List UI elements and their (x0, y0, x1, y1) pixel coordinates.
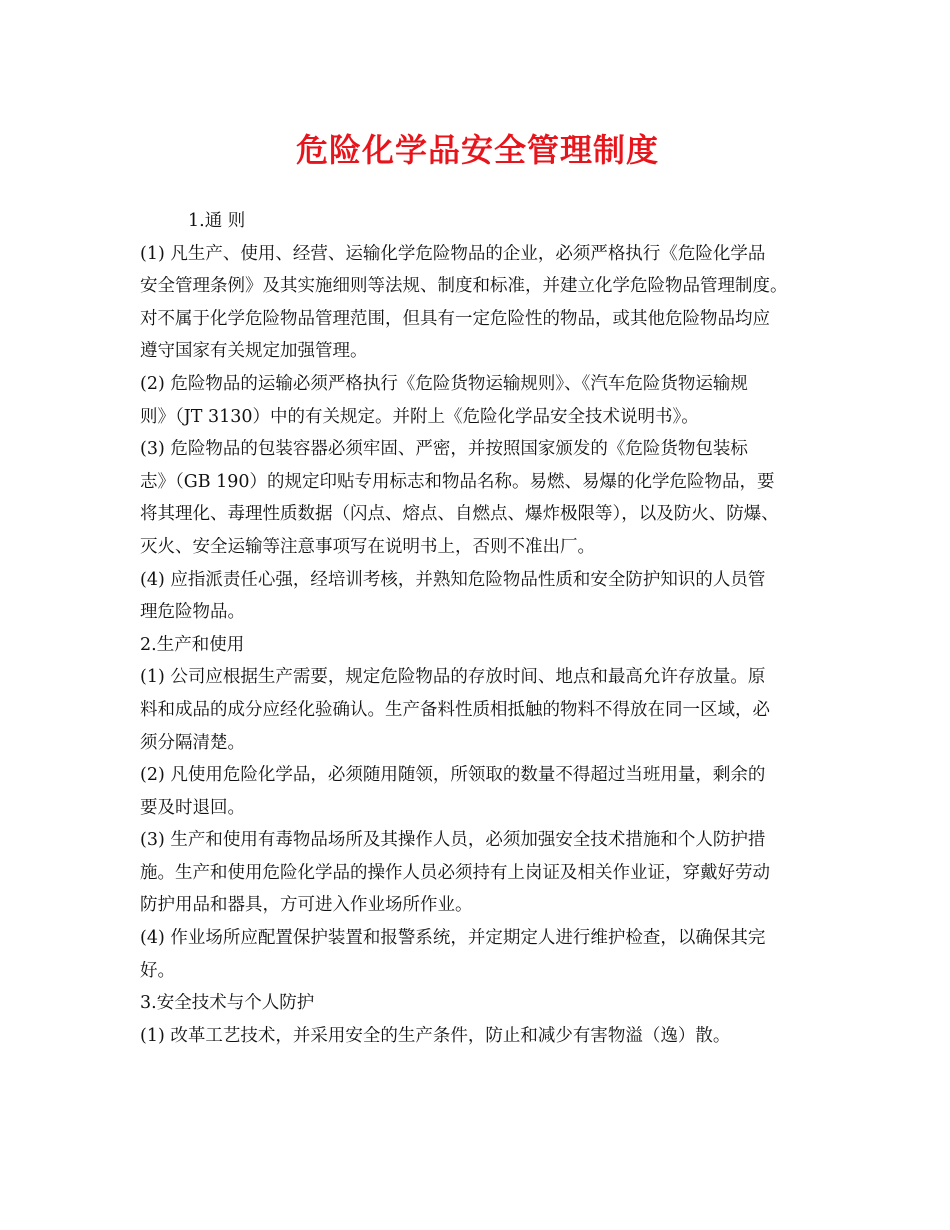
text-line: (4) 应指派责任心强，经培训考核，并熟知危险物品性质和安全防护知识的人员管 (140, 569, 766, 590)
document-body (140, 205, 815, 1052)
text-line: (3) 危险物品的包装容器必须牢固、严密，并按照国家颁发的《危险货物包装标 (140, 439, 748, 460)
text-line: (3) 生产和使用有毒物品场所及其操作人员，必须加强安全技术措施和个人防护措 (140, 830, 766, 851)
text-line: 则》（JT 3130）中的有关规定。并附上《危险化学品安全技术说明书》。 (140, 406, 699, 427)
document-title: 危险化学品安全管理制度 (295, 131, 659, 169)
text-line: 志》（GB 190）的规定印贴专用标志和物品名称。易燃、易爆的化学危险物品，要 (140, 471, 775, 492)
text-line: 好。 (140, 960, 175, 981)
text-line: (1) 改革工艺技术，并采用安全的生产条件，防止和减少有害物溢（逸）散。 (140, 1025, 731, 1046)
text-line: 要及时退回。 (140, 797, 245, 818)
text-line: 料和成品的成分应经化验确认。生产备料性质相抵触的物料不得放在同一区域，必 (140, 699, 770, 720)
text-line: (2) 危险物品的运输必须严格执行《危险货物运输规则》、《汽车危险货物运输规 (140, 373, 748, 394)
text-line: 防护用品和器具，方可进入作业场所作业。 (140, 895, 473, 916)
text-line: 灭火、安全运输等注意事项写在说明书上，否则不准出厂。 (140, 536, 595, 557)
text-line: 将其理化、毒理性质数据（闪点、熔点、自燃点、爆炸极限等），以及防火、防爆、 (140, 504, 779, 525)
text-line: 对不属于化学危险物品管理范围，但具有一定危险性的物品，或其他危险物品均应 (140, 308, 770, 329)
text-line: 安全管理条例》及其实施细则等法规、制度和标准，并建立化学危险物品管理制度。 (140, 276, 788, 297)
section-heading-production: 2.生产和使用 (140, 634, 245, 655)
text-line: (2) 凡使用危险化学品，必须随用随领，所领取的数量不得超过当班用量，剩余的 (140, 765, 766, 786)
section-heading-general: 1.通 则 (188, 211, 246, 231)
text-line: 须分隔清楚。 (140, 732, 245, 753)
text-line: (1) 凡生产、使用、经营、运输化学危险物品的企业，必须严格执行《危险化学品 (140, 243, 766, 264)
text-line: 理危险物品。 (140, 602, 245, 623)
text-line: (1) 公司应根据生产需要，规定危险物品的存放时间、地点和最高允许存放量。原 (140, 667, 766, 688)
text-line: 遵守国家有关规定加强管理。 (140, 341, 368, 362)
section-heading-safety: 3.安全技术与个人防护 (140, 993, 315, 1014)
text-line: (4) 作业场所应配置保护装置和报警系统，并定期定人进行维护检查，以确保其完 (140, 928, 766, 949)
text-line: 施。生产和使用危险化学品的操作人员必须持有上岗证及相关作业证，穿戴好劳动 (140, 862, 770, 883)
